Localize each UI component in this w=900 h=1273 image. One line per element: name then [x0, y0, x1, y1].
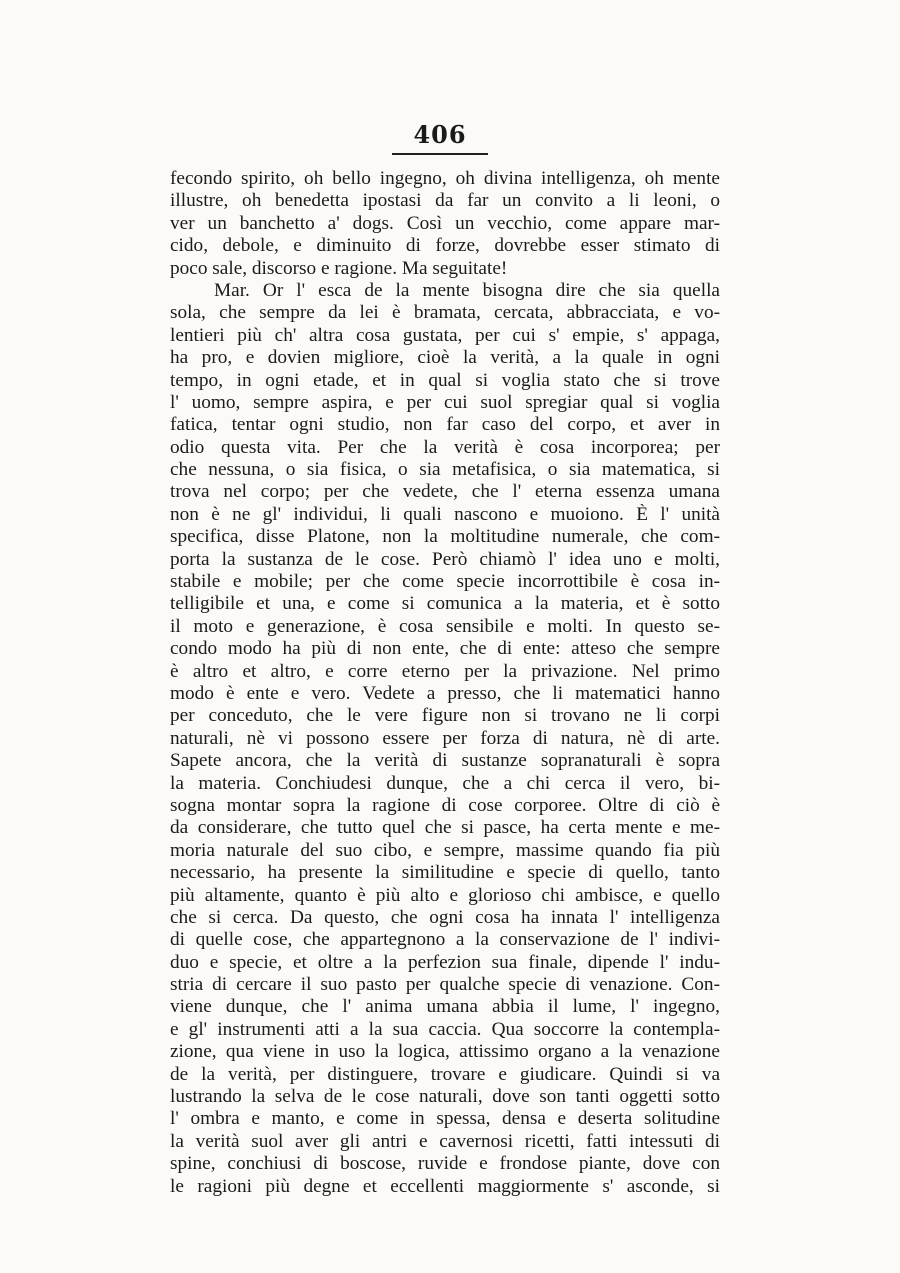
text-line: necessario, ha presente la similitudine e specie di quello, tanto	[170, 862, 720, 884]
text-line: telligibile et una, e come si comunica a la materia, et è sotto	[170, 593, 720, 615]
text-line: più altamente, quanto è più alto e glorioso chi ambisce, e quello	[170, 884, 720, 906]
text-line: duo e specie, et oltre a la perfezion sua finale, dipende l' indu-	[170, 951, 720, 973]
text-line: de la verità, per distinguere, trovare e giudicare. Quindi si va	[170, 1063, 720, 1085]
text-line: cido, debole, e diminuito di forze, dovrebbe esser stimato di	[170, 235, 720, 257]
text-line: odio questa vita. Per che la verità è cosa incorporea; per	[170, 436, 720, 458]
text-line: lentieri più ch' altra cosa gustata, per cui s' empie, s' appaga,	[170, 324, 720, 346]
text-line: poco sale, discorso e ragione. Ma seguitate!	[170, 257, 508, 279]
text-line: che nessuna, o sia fisica, o sia metafisica, o sia matematica, si	[170, 459, 720, 481]
text-line: l' uomo, sempre aspira, e per cui suol spregiar qual si voglia	[170, 391, 720, 413]
text-line: porta la sustanza de le cose. Però chiamò l' idea uno e molti,	[170, 548, 720, 570]
text-line: ver un banchetto a' dogs. Così un vecchio, come appare mar-	[170, 212, 720, 234]
text-line: da considerare, che tutto quel che si pasce, ha certa mente e me-	[170, 817, 720, 839]
text-line: la verità suol aver gli antri e cavernosi ricetti, fatti intessuti di	[170, 1130, 720, 1152]
text-line: sogna montar sopra la ragione di cose corporee. Oltre di ciò è	[170, 794, 720, 816]
text-line: trova nel corpo; per che vedete, che l' eterna essenza umana	[170, 481, 720, 503]
text-line: specifica, disse Platone, non la moltitudine numerale, che com-	[170, 526, 720, 548]
text-line: è altro et altro, e corre eterno per la privazione. Nel primo	[170, 660, 720, 682]
text-line: ha pro, e dovien migliore, cioè la verità, a la quale in ogni	[170, 347, 720, 369]
text-line: di quelle cose, che appartegnono a la conservazione de l' indivi-	[170, 929, 720, 951]
text-line: stabile e mobile; per che come specie incorrottibile è cosa in-	[170, 571, 720, 593]
text-line: l' ombra e manto, e come in spessa, densa e deserta solitudine	[170, 1108, 720, 1130]
text-line: moria naturale del suo cibo, e sempre, massime quando fia più	[170, 839, 720, 861]
text-line: fecondo spirito, oh bello ingegno, oh divina intelligenza, oh mente	[170, 168, 720, 189]
text-line: zione, qua viene in uso la logica, attissimo organo a la venazione	[170, 1041, 720, 1063]
text-line: fatica, tentar ogni studio, non far caso del corpo, et aver in	[170, 414, 720, 436]
text-line: le ragioni più degne et eccellenti maggiormente s' asconde, si	[170, 1175, 720, 1197]
text-line: lustrando la selva de le cose naturali, dove son tanti oggetti sotto	[170, 1086, 720, 1108]
text-line: sola, che sempre da lei è bramata, cercata, abbracciata, e vo-	[170, 302, 720, 324]
text-line: naturali, nè vi possono essere per forza di natura, nè di arte.	[170, 727, 720, 749]
text-line: per conceduto, che le vere figure non si trovano ne li corpi	[170, 705, 720, 727]
text-line: modo è ente e vero. Vedete a presso, che li matematici hanno	[170, 682, 720, 704]
text-line: stria di cercare il suo pasto per qualche specie di venazione. Con-	[170, 974, 720, 996]
text-line: viene dunque, che l' anima umana abbia il lume, l' ingegno,	[170, 996, 720, 1018]
text-line: Mar. Or l' esca de la mente bisogna dire che sia quella	[214, 279, 720, 301]
text-line: che si cerca. Da questo, che ogni cosa ha innata l' intelligenza	[170, 906, 720, 928]
text-line: condo modo ha più di non ente, che di ente: atteso che sempre	[170, 638, 720, 660]
text-line: illustre, oh benedetta ipostasi da far un convito a li leoni, o	[170, 190, 720, 212]
text-line: tempo, in ogni etade, et in qual si voglia stato che si trove	[170, 369, 720, 391]
text-line: la materia. Conchiudesi dunque, che a chi cerca il vero, bi-	[170, 772, 720, 794]
body-text	[170, 168, 720, 1198]
text-line: il moto e generazione, è cosa sensibile e molti. In questo se-	[170, 615, 720, 637]
text-line: Sapete ancora, che la verità di sustanze sopranaturali è sopra	[170, 750, 720, 772]
text-line: e gl' instrumenti atti a la sua caccia. Qua soccorre la contempla-	[170, 1018, 720, 1040]
text-line: spine, conchiusi di boscose, ruvide e frondose piante, dove con	[170, 1153, 720, 1175]
text-line: non è ne gl' individui, li quali nascono e muoiono. È l' unità	[170, 503, 720, 525]
header-rule	[392, 153, 488, 155]
page-number: 406	[413, 120, 467, 149]
